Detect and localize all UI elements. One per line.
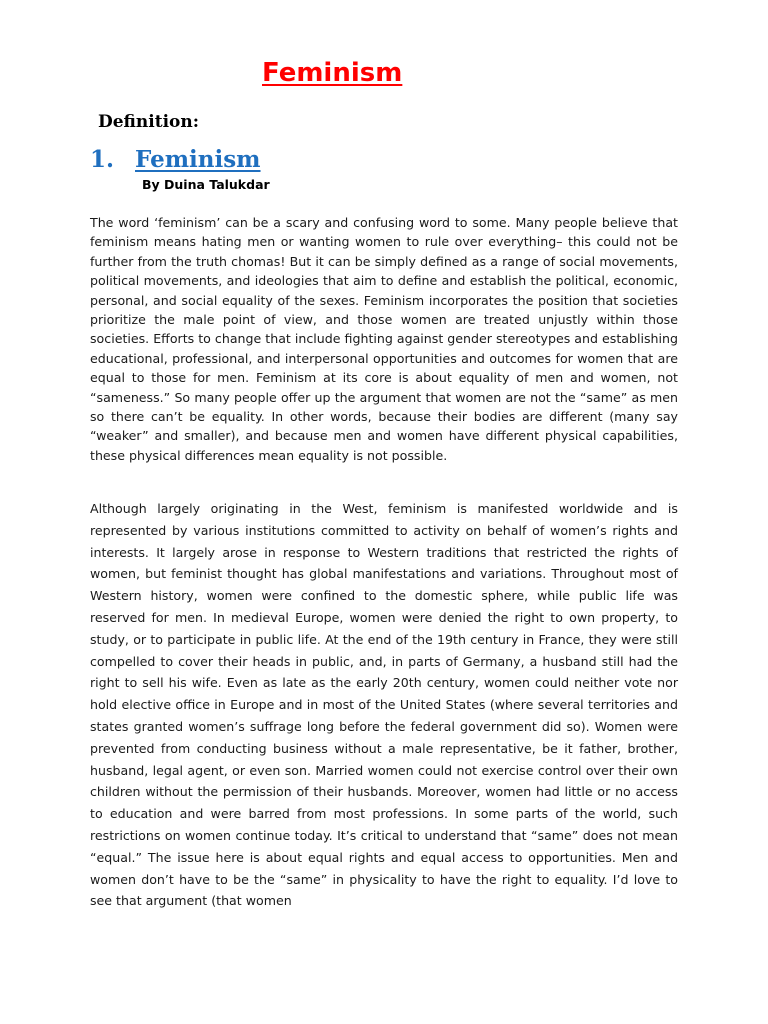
- body-paragraph-2: Although largely originating in the West, feminism is manifested worldwide and is represented by various institutions committed to activity on behalf of women’s rights and interests. It largely arose in response to Western traditions that restricted the rights of women, but feminist thought has global manifestations and variations. Throughout most of Western history, women were confined to the domestic sphere, while public life was reserved for men. In medieval Europe, women were denied the right to own property, to study, or to participate in public life. At the end of the 19th century in France, they were still compelled to cover their heads in public, and, in parts of Germany, a husband still had the right to sell his wife. Even as late as the early 20th century, women could neither vote nor hold elective office in Europe and in most of the United States (where several territories and states granted women’s suffrage long before the federal government did so). Women were prevented from conducting business without a male representative, be it father, brother, husband, legal agent, or even son. Married women could not exercise control over their own children without the permission of their husbands. Moreover, women had little or no access to education and were barred from most professions. In some parts of the world, such restrictions on women continue today. It’s critical to understand that “same” does not mean “equal.” The issue here is about equal rights and equal access to opportunities. Men and women don’t have to be the “same” in physicality to have the right to equality. I’d love to see that argument (that women: [90, 501, 678, 909]
- body-paragraph-1: The word ‘feminism’ can be a scary and confusing word to some. Many people believe that feminism means hating men or wanting women to rule over everything– this could not be further from the truth chomas! But it can be simply defined as a range of social movements, political movements, and ideologies that aim to define and establish the political, economic, personal, and social equality of the sexes. Feminism incorporates the position that societies prioritize the male point of view, and those women are treated unjustly within those societies. Efforts to change that include fighting against gender stereotypes and establishing educational, professional, and interpersonal opportunities and outcomes for women that are equal to those for men. Feminism at its core is about equality of men and women, not “sameness.” So many people offer up the argument that women are not the “same” as men so there can’t be equality. In other words, because their bodies are different (many say “weaker” and smaller), and because men and women have different physical capabilities, these physical differences mean equality is not possible.: [90, 215, 678, 463]
- section-title: Feminism: [135, 146, 261, 173]
- document-title: Feminism: [262, 58, 403, 88]
- author-byline: By Duina Talukdar: [142, 177, 270, 192]
- section-number: 1.: [90, 146, 115, 173]
- definition-label: Definition:: [98, 112, 200, 132]
- section-heading: [90, 146, 261, 173]
